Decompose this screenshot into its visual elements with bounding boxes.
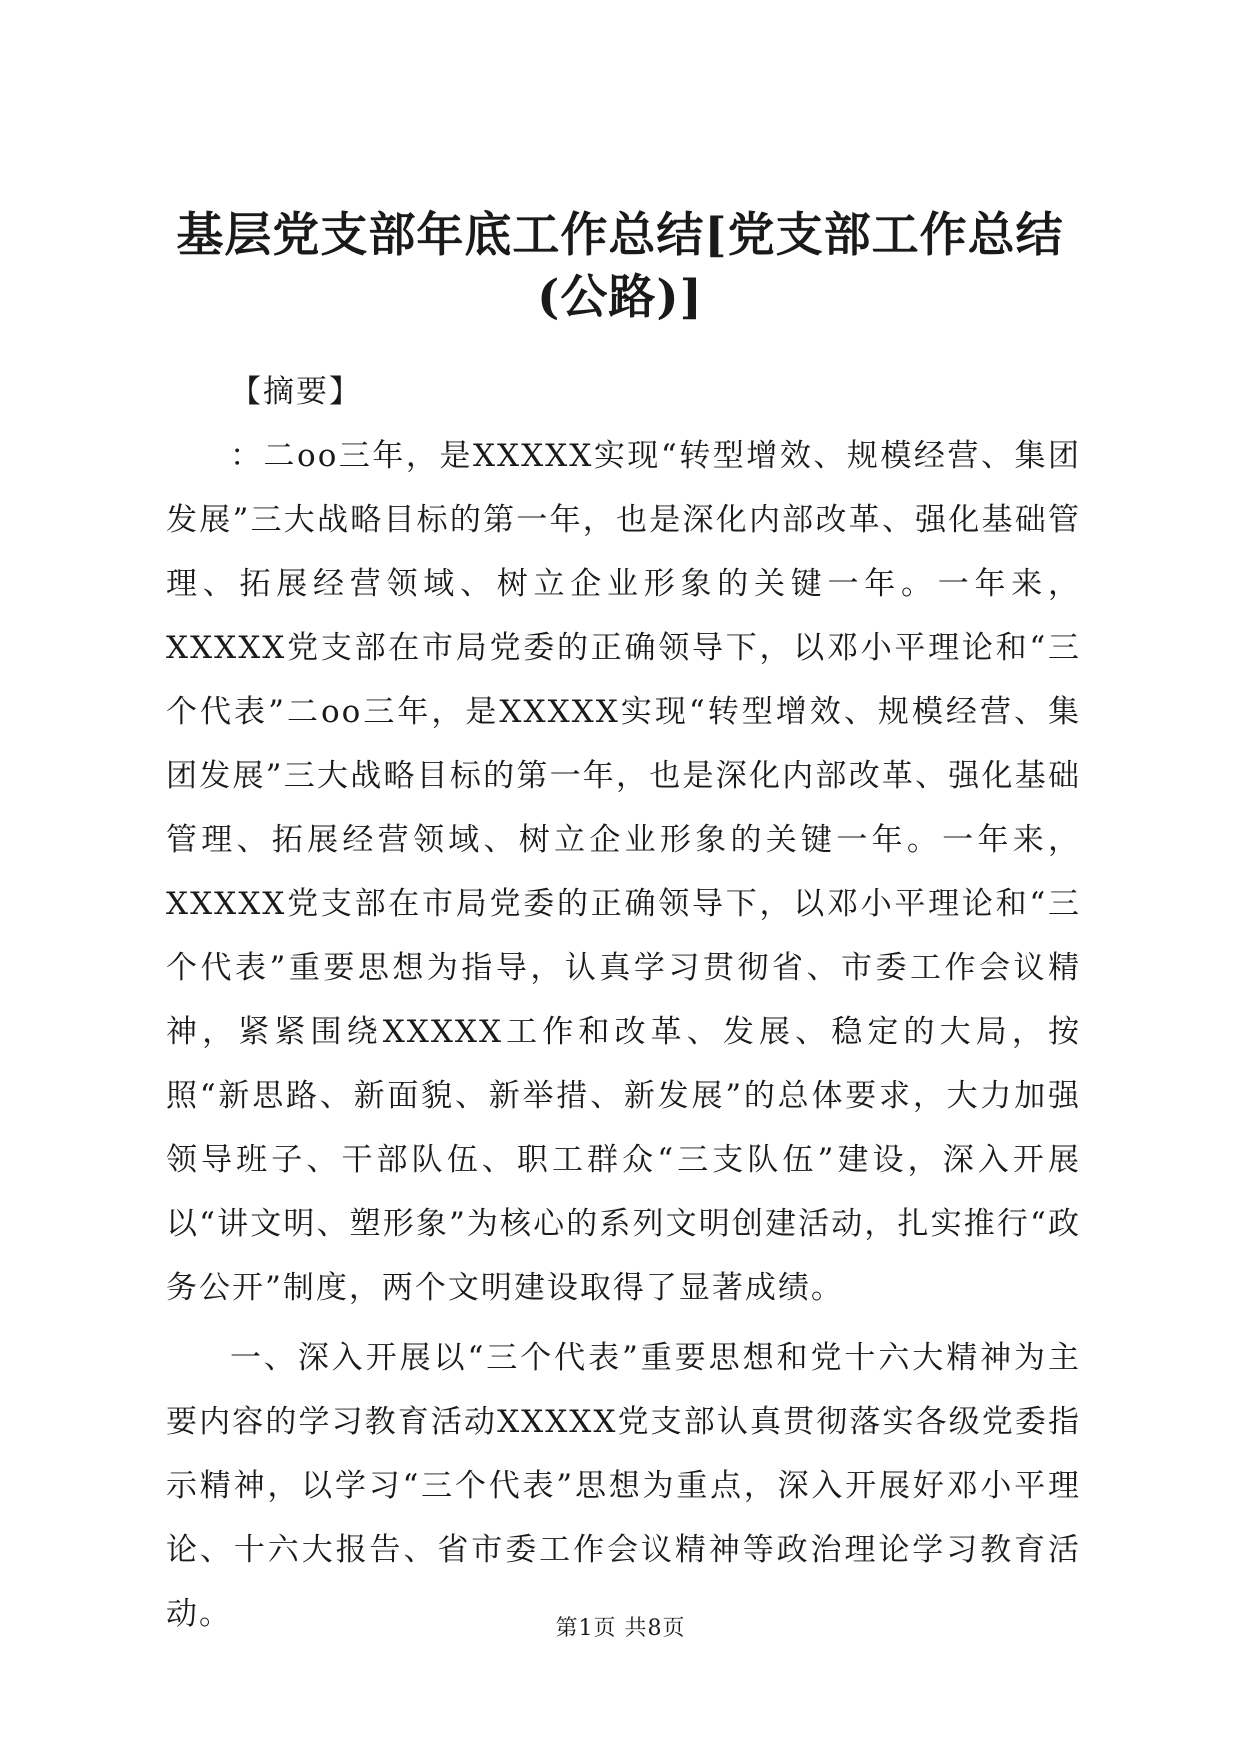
abstract-paragraph: ：二oo三年，是XXXXX实现“转型增效、规模经营、集团发展”三大战略目标的第一年，也是深化内部改革、强化基础管理、拓展经营领域、树立企业形象的关键一年。一年来，XXXXX党支部在市局党委的正确领导下，以邓小平理论和“三个代表”二oo三年，是XXXXX实现“转型增效、规模经营、集团发展”三大战略目标的第一年，也是深化内部改革、强化基础管理、拓展经营领域、树立企业形象的关键一年。一年来，XXXXX党支部在市局党委的正确领导下，以邓小平理论和“三个代表”重要思想为指导，认真学习贯彻省、市委工作会议精神，紧紧围绕XXXXX工作和改革、发展、稳定的大局，按照“新思路、新面貌、新举措、新发展”的总体要求，大力加强领导班子、干部队伍、职工群众“三支队伍”建设，深入开展以“讲文明、塑形象”为核心的系列文明创建活动，扎实推行“政务公开”制度，两个文明建设取得了显著成绩。: [166, 438, 1081, 1306]
abstract-heading: 【摘要】: [230, 374, 362, 410]
page-number-footer: 第1页 共8页: [555, 1616, 686, 1641]
section-one-paragraph: 一、深入开展以“三个代表”重要思想和党十六大精神为主要内容的学习教育活动XXXXX党支部认真贯彻落实各级党委指示精神，以学习“三个代表”思想为重点，深入开展好邓小平理论、十六大报告、省市委工作会议精神等政治理论学习教育活动。: [166, 1340, 1081, 1632]
document-title: 基层党支部年底工作总结[党支部工作总结(公路)]: [176, 208, 1064, 325]
document-body: [166, 360, 1081, 1646]
